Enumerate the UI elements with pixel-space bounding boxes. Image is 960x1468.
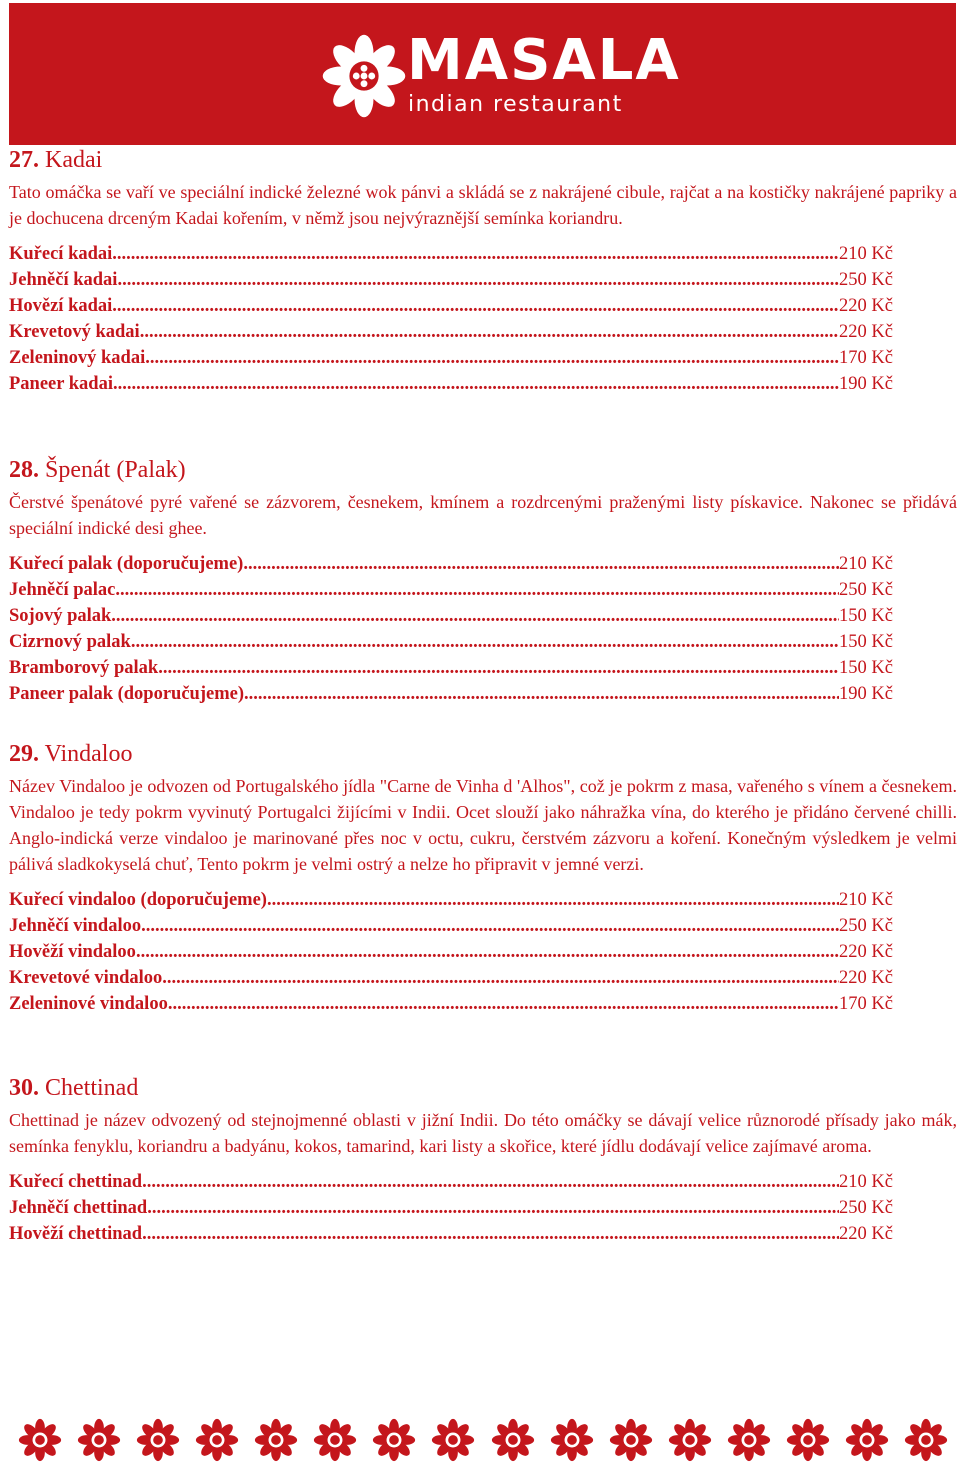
item-price: 220 Kč — [839, 1224, 893, 1244]
menu-item — [9, 577, 893, 603]
flower-icon — [195, 1418, 239, 1462]
item-name: Paneer palak (doporučujeme) — [9, 684, 244, 704]
dot-leader — [140, 319, 839, 345]
section-number: 29. — [9, 741, 39, 767]
menu-section-palak — [9, 456, 957, 707]
section-title: Kadai — [45, 147, 103, 173]
dot-leader — [267, 887, 839, 913]
item-name: Paneer kadai — [9, 374, 113, 394]
section-description: Název Vindaloo je odvozen od Portugalského jídla "Carne de Vinha d 'Alhos", což je pokrm z masa, vařeného s vínem a česnekem. Vindaloo je tedy pokrm vyvinutý Portugalci žijícími v Indii. Ocet slouží jako náhražka vína, do kterého je přidáno červené chilli. Anglo-indická verze vindaloo je marinované přes noc v octu, cukru, čerstvém zázvoru a koření. Konečným výsledkem je velmi pálivá sladkokyselá chuť, Tento pokrm je velmi ostrý a nelze ho připravit v jemné verzi. — [9, 776, 957, 874]
menu-item — [9, 551, 893, 577]
item-price: 220 Kč — [839, 322, 893, 342]
dot-leader — [142, 1169, 839, 1195]
flower-icon — [845, 1418, 889, 1462]
flower-icon — [431, 1418, 475, 1462]
dot-leader — [112, 293, 839, 319]
menu-item — [9, 629, 893, 655]
menu-section-chettinad — [9, 1074, 957, 1247]
menu-item — [9, 1221, 893, 1247]
item-name: Kuřecí palak (doporučujeme) — [9, 554, 244, 574]
section-heading — [9, 1074, 957, 1102]
dot-leader — [115, 577, 839, 603]
menu-item — [9, 603, 893, 629]
item-price: 220 Kč — [839, 968, 893, 988]
item-name: Krevetové vindaloo — [9, 968, 163, 988]
brand-name: MASALA — [407, 28, 681, 93]
footer-ornament-row — [18, 1418, 948, 1466]
dot-leader — [147, 1195, 839, 1221]
flower-icon — [550, 1418, 594, 1462]
item-name: Hověží chettinad — [9, 1224, 143, 1244]
section-number: 27. — [9, 147, 39, 173]
dot-leader — [244, 681, 839, 707]
item-price: 220 Kč — [839, 296, 893, 316]
section-title: Chettinad — [45, 1075, 139, 1101]
item-name: Zeleninové vindaloo — [9, 994, 168, 1014]
item-price: 170 Kč — [839, 994, 893, 1014]
section-heading — [9, 456, 957, 484]
menu-item — [9, 991, 893, 1017]
flower-icon — [668, 1418, 712, 1462]
dot-leader — [243, 551, 839, 577]
section-description: Tato omáčka se vaří ve speciální indické železné wok pánvi a skládá se z nakrájené cibule, rajčat a na kostičky nakrájené papriky a je dochucena drceným Kadai kořením, v němž jsou nejvýraznější semínka koriandru. — [9, 182, 957, 228]
item-name: Krevetový kadai — [9, 322, 140, 342]
dot-leader — [162, 965, 839, 991]
dot-leader — [168, 991, 839, 1017]
menu-item — [9, 293, 893, 319]
item-price: 150 Kč — [839, 632, 893, 652]
menu-item-list — [9, 241, 893, 397]
dot-leader — [117, 267, 839, 293]
menu-item — [9, 267, 893, 293]
dot-leader — [136, 939, 839, 965]
item-price: 150 Kč — [839, 658, 893, 678]
menu-item — [9, 887, 893, 913]
flower-icon — [786, 1418, 830, 1462]
section-title: Špenát (Palak) — [45, 457, 186, 483]
menu-item — [9, 371, 893, 397]
flower-icon — [313, 1418, 357, 1462]
item-name: Jehněčí kadai — [9, 270, 118, 290]
dot-leader — [113, 371, 839, 397]
menu-item — [9, 1195, 893, 1221]
item-price: 250 Kč — [839, 916, 893, 936]
flower-icon — [609, 1418, 653, 1462]
menu-item — [9, 241, 893, 267]
dot-leader — [142, 1221, 839, 1247]
item-name: Hovězí kadai — [9, 296, 113, 316]
item-name: Jehněčí vindaloo — [9, 916, 142, 936]
item-name: Zeleninový kadai — [9, 348, 146, 368]
dot-leader — [145, 345, 839, 371]
flower-icon — [904, 1418, 948, 1462]
item-price: 210 Kč — [839, 890, 893, 910]
item-price: 250 Kč — [839, 270, 893, 290]
item-price: 210 Kč — [839, 244, 893, 264]
item-price: 150 Kč — [839, 606, 893, 626]
flower-icon — [727, 1418, 771, 1462]
menu-section-vindaloo — [9, 740, 957, 1017]
menu-item — [9, 1169, 893, 1195]
item-name: Sojový palak — [9, 606, 112, 626]
dot-leader — [131, 629, 839, 655]
menu-item-list — [9, 1169, 893, 1247]
flower-icon — [254, 1418, 298, 1462]
item-name: Cizrnový palak — [9, 632, 131, 652]
dot-leader — [141, 913, 839, 939]
item-price: 190 Kč — [839, 374, 893, 394]
item-name: Kuřecí kadai — [9, 244, 113, 264]
item-price: 210 Kč — [839, 554, 893, 574]
dot-leader — [112, 241, 839, 267]
section-number: 28. — [9, 457, 39, 483]
menu-item — [9, 913, 893, 939]
item-price: 190 Kč — [839, 684, 893, 704]
menu-item — [9, 965, 893, 991]
menu-item-list — [9, 551, 893, 707]
dot-leader — [158, 655, 839, 681]
item-price: 250 Kč — [839, 580, 893, 600]
menu-section-kadai — [9, 146, 957, 397]
header-banner — [9, 3, 956, 145]
item-name: Kuřecí vindaloo (doporučujeme) — [9, 890, 267, 910]
flower-icon — [372, 1418, 416, 1462]
menu-item — [9, 345, 893, 371]
menu-item — [9, 655, 893, 681]
menu-item — [9, 681, 893, 707]
flower-icon — [136, 1418, 180, 1462]
flower-icon — [491, 1418, 535, 1462]
item-name: Kuřecí chettinad — [9, 1172, 143, 1192]
item-name: Jehněčí palac — [9, 580, 116, 600]
item-name: Hověží vindaloo — [9, 942, 136, 962]
item-price: 210 Kč — [839, 1172, 893, 1192]
section-description: Chettinad je název odvozený od stejnojmenné oblasti v jižní Indii. Do této omáčky se dávají velice různorodé přísady jako mák, semínka fenyklu, koriandru a badyánu, kokos, tamarind, kari listy a skořice, které jídlu dodávají velice zajímavé aroma. — [9, 1110, 957, 1156]
dot-leader — [111, 603, 839, 629]
menu-item — [9, 939, 893, 965]
item-name: Jehněčí chettinad — [9, 1198, 148, 1218]
item-price: 220 Kč — [839, 942, 893, 962]
menu-item — [9, 319, 893, 345]
section-heading — [9, 740, 957, 768]
section-title: Vindaloo — [44, 741, 133, 767]
section-heading — [9, 146, 957, 174]
flower-icon — [18, 1418, 62, 1462]
flower-icon — [77, 1418, 121, 1462]
menu-item-list — [9, 887, 893, 1017]
item-price: 250 Kč — [839, 1198, 893, 1218]
lotus-flower-icon — [321, 33, 407, 119]
section-number: 30. — [9, 1075, 39, 1101]
brand-tagline: indian restaurant — [408, 92, 623, 117]
section-description: Čerstvé špenátové pyré vařené se zázvorem, česnekem, kmínem a rozdrcenými praženými listy pískavice. Nakonec se přidává speciální indické desi ghee. — [9, 492, 957, 538]
item-price: 170 Kč — [839, 348, 893, 368]
item-name: Bramborový palak — [9, 658, 159, 678]
